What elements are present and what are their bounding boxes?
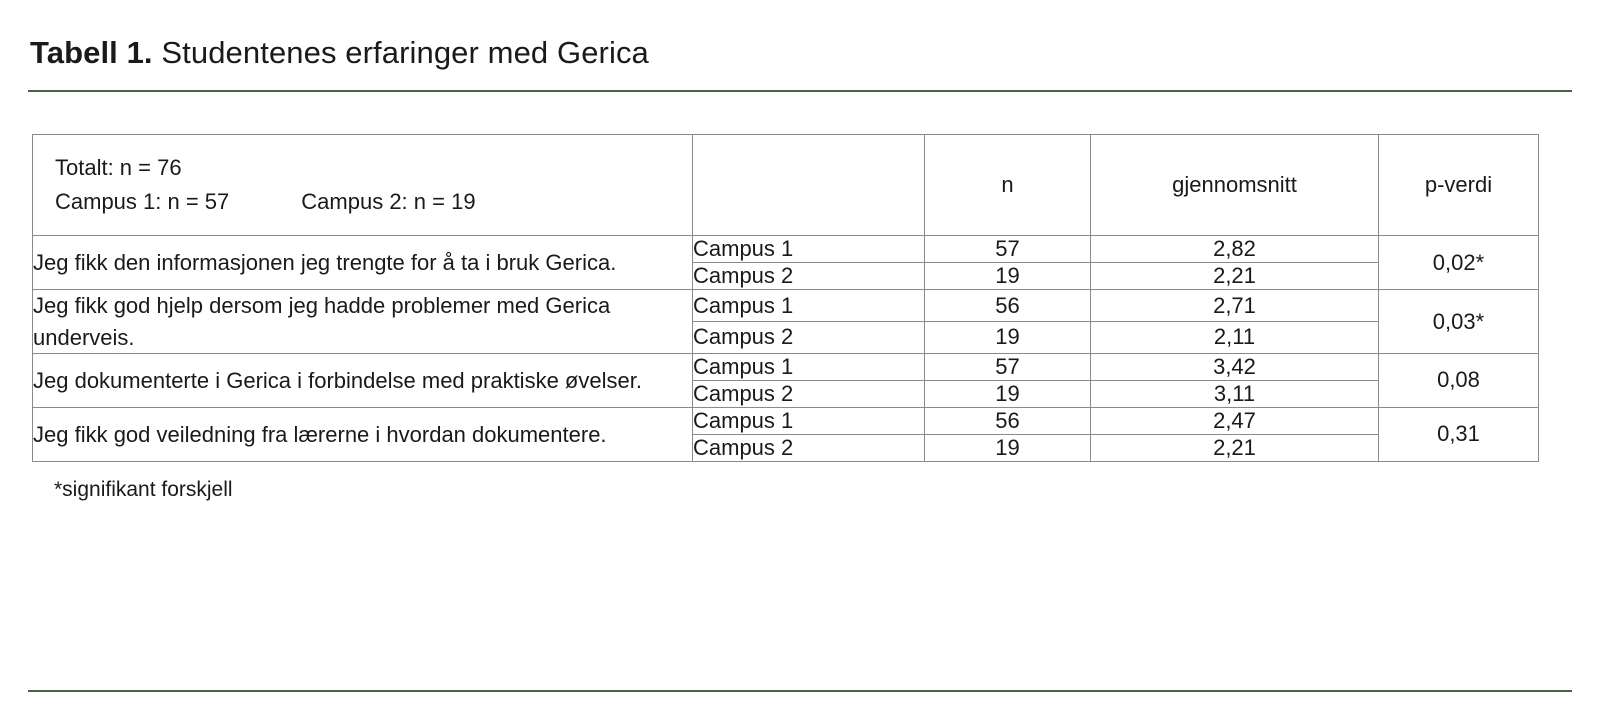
group-label: Campus 1 [693, 353, 925, 380]
group-n: 57 [925, 353, 1091, 380]
table-container [28, 134, 1572, 462]
header-mean: gjennomsnitt [1091, 135, 1379, 236]
summary-campus2: Campus 2: n = 19 [301, 189, 476, 215]
statement-cell: Jeg fikk god veiledning fra lærerne i hvordan dokumentere. [33, 407, 693, 461]
group-label: Campus 1 [693, 236, 925, 263]
group-mean: 2,82 [1091, 236, 1379, 263]
group-n: 19 [925, 380, 1091, 407]
group-label: Campus 2 [693, 434, 925, 461]
group-label: Campus 2 [693, 263, 925, 290]
summary-total: Totalt: n = 76 [55, 155, 182, 181]
table-row [33, 353, 1539, 380]
group-mean: 3,42 [1091, 353, 1379, 380]
bottom-divider [28, 690, 1572, 692]
group-label: Campus 1 [693, 407, 925, 434]
group-mean: 2,21 [1091, 434, 1379, 461]
group-mean: 2,47 [1091, 407, 1379, 434]
table-row [33, 407, 1539, 434]
group-n: 19 [925, 322, 1091, 354]
group-n: 56 [925, 407, 1091, 434]
p-value: 0,03* [1379, 290, 1539, 353]
header-blank [693, 135, 925, 236]
group-label: Campus 2 [693, 380, 925, 407]
p-value: 0,08 [1379, 353, 1539, 407]
group-label: Campus 2 [693, 322, 925, 354]
page-title [28, 0, 1572, 71]
group-label: Campus 1 [693, 290, 925, 322]
group-mean: 3,11 [1091, 380, 1379, 407]
table-footnote: *signifikant forskjell [54, 477, 233, 501]
group-mean: 2,21 [1091, 263, 1379, 290]
table-row [33, 290, 1539, 322]
summary-campus1: Campus 1: n = 57 [55, 189, 230, 215]
group-n: 57 [925, 236, 1091, 263]
results-table [32, 134, 1539, 462]
p-value: 0,31 [1379, 407, 1539, 461]
group-n: 19 [925, 263, 1091, 290]
header-p: p-verdi [1379, 135, 1539, 236]
group-mean: 2,71 [1091, 290, 1379, 322]
header-n: n [925, 135, 1091, 236]
group-n: 19 [925, 434, 1091, 461]
statement-cell: Jeg fikk den informasjonen jeg trengte for å ta i bruk Gerica. [33, 236, 693, 290]
group-mean: 2,11 [1091, 322, 1379, 354]
p-value: 0,02* [1379, 236, 1539, 290]
table-row [33, 236, 1539, 263]
table-title-text: Studentenes erfaringer med Gerica [161, 35, 649, 70]
statement-cell: Jeg dokumenterte i Gerica i forbindelse med praktiske øvelser. [33, 353, 693, 407]
title-divider [28, 90, 1572, 92]
group-n: 56 [925, 290, 1091, 322]
table-number-label: Tabell 1. [30, 35, 153, 70]
summary-cell [33, 135, 693, 236]
table-header-row [33, 135, 1539, 236]
statement-cell: Jeg fikk god hjelp dersom jeg hadde problemer med Gerica underveis. [33, 290, 693, 353]
